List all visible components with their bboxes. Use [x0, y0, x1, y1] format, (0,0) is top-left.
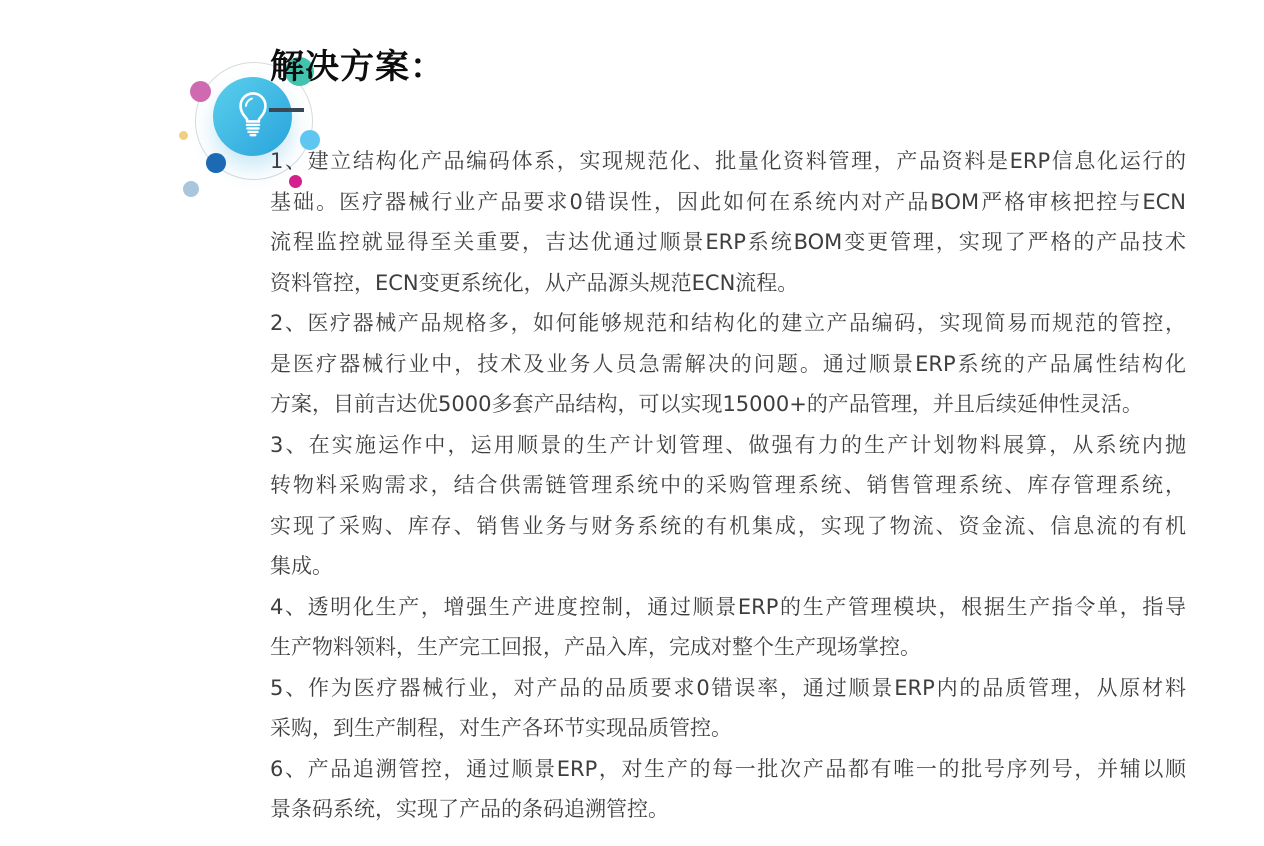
- paragraph: [270, 425, 1186, 587]
- paragraph-line: 是医疗器械行业中，技术及业务人员急需解决的问题。通过顺景ERP系统的产品属性结构化: [270, 351, 1186, 376]
- paragraph-line: 4、透明化生产，增强生产进度控制，通过顺景ERP的生产管理模块，根据生产指令单，指导: [270, 594, 1186, 619]
- paragraph-line: 2、医疗器械产品规格多，如何能够规范和结构化的建立产品编码，实现简易而规范的管控，: [270, 311, 1186, 335]
- dot-dark-blue: [206, 153, 226, 173]
- dot-steel-blue: [183, 181, 199, 197]
- dot-pink: [190, 81, 211, 102]
- paragraph-line: 景条码系统，实现了产品的条码追溯管控。: [270, 797, 669, 821]
- dot-yellow: [179, 131, 188, 140]
- paragraph-line: 流程监控就显得至关重要，吉达优通过顺景ERP系统BOM变更管理，实现了严格的产品技术: [270, 230, 1186, 254]
- title-underline: [269, 108, 304, 112]
- paragraph: [270, 749, 1186, 830]
- paragraph-line: 实现了采购、库存、销售业务与财务系统的有机集成，实现了物流、资金流、信息流的有机: [270, 513, 1186, 538]
- paragraph-line: 基础。医疗器械行业产品要求0错误性，因此如何在系统内对产品BOM严格审核把控与ECN: [270, 189, 1186, 214]
- lightbulb-icon-cluster: [85, 25, 245, 185]
- paragraph-line: 采购，到生产制程，对生产各环节实现品质管控。: [270, 716, 732, 740]
- solution-paragraphs: [270, 141, 1186, 830]
- lightbulb-icon: [230, 86, 276, 142]
- paragraph-line: 集成。: [270, 554, 333, 578]
- paragraph-line: 3、在实施运作中，运用顺景的生产计划管理、做强有力的生产计划物料展算，从系统内抛: [270, 432, 1186, 457]
- paragraph-line: 转物料采购需求，结合供需链管理系统中的采购管理系统、销售管理系统、库存管理系统，: [270, 473, 1186, 497]
- paragraph: [270, 668, 1186, 749]
- paragraph-line: 1、建立结构化产品编码体系，实现规范化、批量化资料管理，产品资料是ERP信息化运行的: [270, 149, 1186, 173]
- page-title: 解决方案：: [270, 47, 445, 87]
- paragraph: [270, 141, 1186, 303]
- paragraph-line: 5、作为医疗器械行业，对产品的品质要求0错误率，通过顺景ERP内的品质管理，从原材料: [270, 675, 1186, 700]
- paragraph-line: 资料管控，ECN变更系统化，从产品源头规范ECN流程。: [270, 270, 799, 295]
- paragraph-line: 方案，目前吉达优5000多套产品结构，可以实现15000+的产品管理，并且后续延伸性灵活。: [270, 392, 1143, 416]
- paragraph: [270, 587, 1186, 668]
- paragraph-line: 6、产品追溯管控，通过顺景ERP，对生产的每一批次产品都有唯一的批号序列号，并辅以顺: [270, 756, 1186, 781]
- paragraph: [270, 303, 1186, 425]
- paragraph-line: 生产物料领料，生产完工回报，产品入库，完成对整个生产现场掌控。: [270, 635, 921, 659]
